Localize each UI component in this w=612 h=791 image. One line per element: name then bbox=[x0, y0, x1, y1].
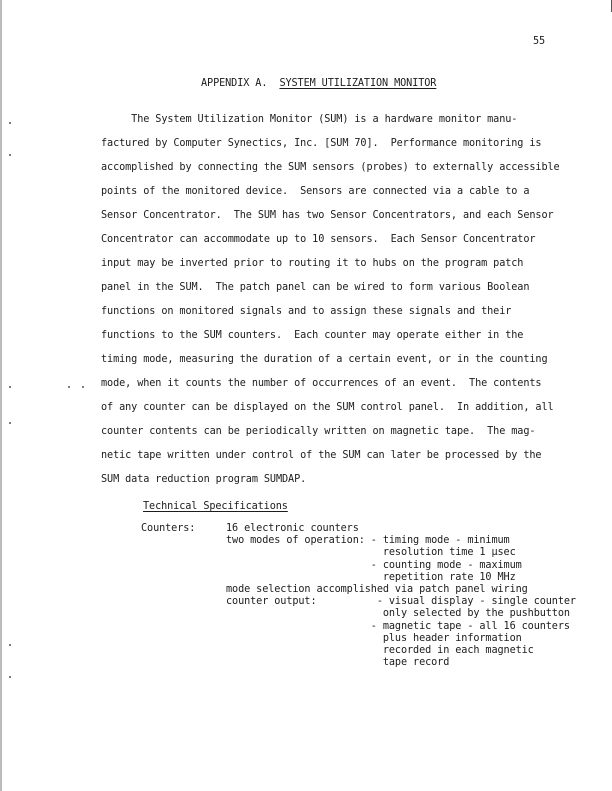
paragraph-line: mode, when it counts the number of occurrences of an event. The contents bbox=[101, 378, 542, 389]
margin-speck bbox=[9, 154, 11, 156]
appendix-title bbox=[201, 78, 436, 90]
page-number: 55 bbox=[533, 36, 546, 47]
spec-line: resolution time 1 μsec bbox=[226, 547, 516, 559]
margin-speck bbox=[68, 386, 70, 388]
margin-speck bbox=[9, 422, 11, 424]
margin-speck bbox=[9, 676, 11, 678]
paragraph-line: input may be inverted prior to routing it to hubs on the program patch bbox=[101, 258, 524, 269]
spec-line: counter output: - visual display - single counter bbox=[226, 596, 576, 608]
margin-speck bbox=[9, 386, 11, 388]
counters-spec-list bbox=[226, 523, 576, 669]
margin-speck bbox=[9, 644, 11, 646]
spec-line: plus header information bbox=[226, 632, 522, 644]
paragraph-line: functions to the SUM counters. Each counter may operate either in the bbox=[101, 330, 524, 341]
paragraph-line: Concentrator can accommodate up to 10 sensors. Each Sensor Concentrator bbox=[101, 234, 536, 245]
appendix-label: APPENDIX A. bbox=[201, 78, 268, 89]
counters-label: Counters: bbox=[141, 523, 196, 534]
spec-line: 16 electronic counters bbox=[226, 523, 359, 534]
paragraph-line: netic tape written under control of the SUM can later be processed by the bbox=[101, 450, 542, 461]
paragraph-line: panel in the SUM. The patch panel can be wired to form various Boolean bbox=[101, 282, 530, 293]
paragraph-line: factured by Computer Synectics, Inc. [SUM 70]. Performance monitoring is bbox=[101, 138, 542, 149]
spec-line: two modes of operation: - timing mode - minimum bbox=[226, 535, 510, 547]
margin-speck bbox=[9, 122, 11, 124]
spec-line: mode selection accomplished via patch panel wiring bbox=[226, 583, 528, 595]
paragraph-line: SUM data reduction program SUMDAP. bbox=[101, 474, 307, 485]
paragraph-line: accomplished by connecting the SUM sensors (probes) to externally accessible bbox=[101, 162, 560, 173]
spec-line: only selected by the pushbutton bbox=[226, 608, 570, 620]
paragraph-line: points of the monitored device. Sensors are connected via a cable to a bbox=[101, 186, 530, 197]
paragraph-line: functions on monitored signals and to assign these signals and their bbox=[101, 306, 512, 317]
spec-line: tape record bbox=[226, 657, 450, 669]
spec-line: - magnetic tape - all 16 counters bbox=[226, 620, 570, 632]
spec-line: - counting mode - maximum bbox=[226, 559, 522, 571]
paragraph-line: The System Utilization Monitor (SUM) is a hardware monitor manu- bbox=[101, 114, 518, 125]
paragraph-line: of any counter can be displayed on the SUM control panel. In addition, all bbox=[101, 402, 554, 413]
tech-specs-heading: Technical Specifications bbox=[143, 501, 288, 512]
scan-left-edge bbox=[0, 0, 2, 791]
appendix-heading: SYSTEM UTILIZATION MONITOR bbox=[279, 78, 437, 89]
paragraph-line: counter contents can be periodically written on magnetic tape. The mag- bbox=[101, 426, 536, 437]
spec-line: recorded in each magnetic bbox=[226, 644, 534, 656]
body-paragraph bbox=[101, 114, 561, 498]
paragraph-line: Sensor Concentrator. The SUM has two Sensor Concentrators, and each Sensor bbox=[101, 210, 554, 221]
margin-speck bbox=[82, 386, 84, 388]
paragraph-line: timing mode, measuring the duration of a certain event, or in the counting bbox=[101, 354, 548, 365]
spec-line: repetition rate 10 MHz bbox=[226, 571, 516, 583]
